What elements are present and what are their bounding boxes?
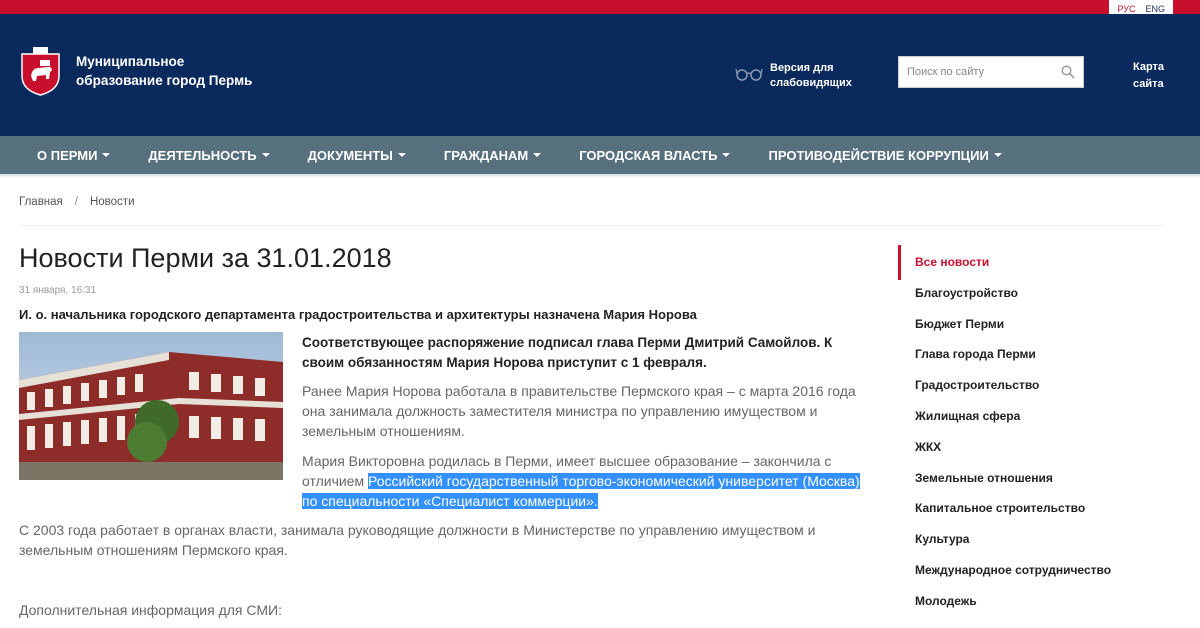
caret-down-icon xyxy=(994,153,1002,157)
glasses-icon[interactable] xyxy=(735,67,763,81)
divider xyxy=(19,225,1164,226)
breadcrumb xyxy=(19,196,135,208)
article-paragraph-1: Ранее Мария Норова работала в правительстве Пермского края – с марта 2016 года она занимала должность заместителя министра по управлению имуществом и земельным отношениям. xyxy=(302,383,856,439)
sitemap-link[interactable] xyxy=(1133,59,1164,93)
caret-down-icon xyxy=(102,153,110,157)
vision-line2: слабовидящих xyxy=(770,77,852,89)
nav-item-documents[interactable] xyxy=(308,148,406,163)
lang-ru-link[interactable]: РУС xyxy=(1117,3,1136,14)
sidebar-item-youth[interactable]: Молодежь xyxy=(915,593,977,608)
org-name-line2: образование город Пермь xyxy=(76,73,253,88)
vision-line1: Версия для xyxy=(770,62,834,74)
caret-down-icon xyxy=(262,153,270,157)
sidebar-item-city-head[interactable]: Глава города Перми xyxy=(915,347,1036,362)
search-box[interactable] xyxy=(898,56,1084,88)
news-category-sidebar xyxy=(898,245,1168,615)
nav-item-about[interactable] xyxy=(37,148,110,163)
main-navigation xyxy=(0,136,1200,174)
org-name-line1: Муниципальное xyxy=(76,54,185,69)
nav-item-city-government[interactable] xyxy=(579,148,730,163)
sidebar-item-construction[interactable]: Капитальное строительство xyxy=(915,501,1086,516)
sidebar-item-budget[interactable]: Бюджет Перми xyxy=(915,316,1005,331)
perm-coat-of-arms-icon[interactable] xyxy=(19,46,62,96)
caret-down-icon xyxy=(398,153,406,157)
selected-text: Российский государственный торгово-экономический университет (Москва) по специальности «Специалист коммерции». xyxy=(302,473,860,509)
nav-item-label: ДОКУМЕНТЫ xyxy=(307,147,393,163)
sitemap-line2: сайта xyxy=(1133,78,1164,90)
sidebar-item-land-relations[interactable]: Земельные отношения xyxy=(915,470,1053,485)
nav-shadow xyxy=(0,174,1200,178)
paragraph-2-text: Мария Викторовна родилась в Перми, имеет высшее образование – закончила с отличием xyxy=(302,453,832,489)
caret-down-icon xyxy=(533,153,541,157)
sidebar-item-culture[interactable]: Культура xyxy=(915,532,970,547)
active-indicator xyxy=(898,245,901,280)
nav-item-label: ГОРОДСКАЯ ВЛАСТЬ xyxy=(579,147,718,163)
sidebar-item-international[interactable]: Международное сотрудничество xyxy=(915,562,1112,577)
search-icon[interactable] xyxy=(1053,57,1083,87)
sitemap-line1: Карта xyxy=(1133,61,1165,73)
nav-item-label: О ПЕРМИ xyxy=(37,147,98,163)
caret-down-icon xyxy=(722,153,730,157)
nav-item-citizens[interactable] xyxy=(444,148,541,163)
organization-name[interactable] xyxy=(76,52,252,90)
city-administration-building-photo xyxy=(19,332,283,480)
article-intro: Соответствующее распоряжение подписал глава Перми Дмитрий Самойлов. К своим обязанностям Мария Норова приступит с 1 февраля. xyxy=(302,335,833,370)
site-header xyxy=(0,14,1200,136)
sidebar-item-all-news[interactable]: Все новости xyxy=(915,255,990,269)
article-paragraph-3: С 2003 года работает в органах власти, занимала руководящие должности в Министерстве по управлению имуществом и земельным отношениям Пермского края. xyxy=(19,522,816,558)
sidebar-item-housing[interactable]: Жилищная сфера xyxy=(915,408,1021,423)
nav-item-label: ПРОТИВОДЕЙСТВИЕ КОРРУПЦИИ xyxy=(768,147,989,163)
nav-item-label: ДЕЯТЕЛЬНОСТЬ xyxy=(148,147,257,163)
nav-item-activity[interactable] xyxy=(148,148,269,163)
article-paragraph-4: Дополнительная информация для СМИ: xyxy=(19,602,282,618)
sidebar-item-urban-planning[interactable]: Градостроительство xyxy=(915,378,1040,393)
lang-en-link[interactable]: ENG xyxy=(1145,3,1165,14)
article-paragraph-2 xyxy=(302,451,872,511)
sidebar-item-landscaping[interactable]: Благоустройство xyxy=(915,285,1018,300)
nav-item-label: ГРАЖДАНАМ xyxy=(443,147,529,163)
nav-item-anti-corruption[interactable] xyxy=(768,148,1001,163)
low-vision-version-link[interactable] xyxy=(770,61,852,91)
breadcrumb-separator: / xyxy=(74,196,78,208)
page-title: Новости Перми за 31.01.2018 xyxy=(19,243,392,273)
article-date: 31 января, 16:31 xyxy=(19,285,97,296)
sidebar-item-utilities[interactable]: ЖКХ xyxy=(915,439,942,454)
article-headline[interactable]: И. о. начальника городского департамента градостроительства и архитектуры назначена Мария Норова xyxy=(19,307,697,322)
breadcrumb-home-link[interactable]: Главная xyxy=(19,196,63,208)
breadcrumb-current[interactable]: Новости xyxy=(89,196,135,208)
search-input[interactable]: Поиск по сайту xyxy=(907,66,985,78)
top-red-bar xyxy=(0,0,1200,14)
